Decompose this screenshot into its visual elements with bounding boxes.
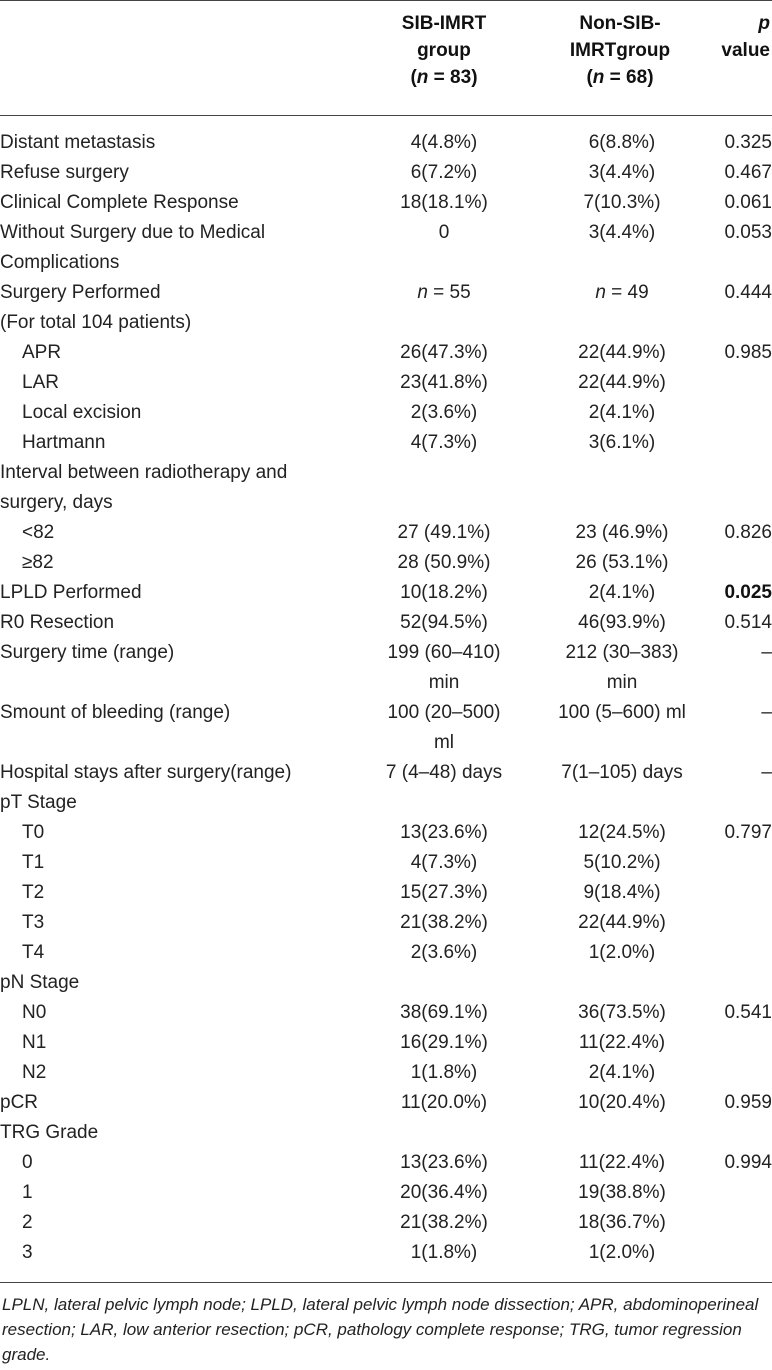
- table-body: [0, 128, 772, 1268]
- sib-imrt-value: 28 (50.9%): [397, 552, 491, 573]
- p-value: 0.325: [724, 132, 772, 153]
- non-sib-imrt-value: [532, 728, 712, 758]
- n-count: = 49: [605, 282, 649, 303]
- row-label: Hospital stays after surgery(range): [0, 762, 292, 783]
- sib-imrt-value: 6(7.2%): [410, 162, 478, 183]
- row-label: T3: [22, 912, 45, 933]
- table-row: [0, 428, 772, 458]
- table-row: [0, 398, 772, 428]
- table-row: [0, 728, 772, 758]
- row-label: 0: [22, 1152, 33, 1173]
- p-value: [712, 458, 772, 488]
- table-row: [0, 278, 772, 308]
- table-row: [0, 308, 772, 338]
- row-label: APR: [22, 342, 62, 363]
- p-value: [712, 848, 772, 878]
- table-row: [0, 128, 772, 158]
- sib-imrt-value: 11(20.0%): [400, 1092, 488, 1113]
- row-label: pT Stage: [0, 792, 77, 813]
- p-value: –: [761, 762, 772, 783]
- non-sib-imrt-value: [532, 968, 712, 998]
- sib-imrt-value: 21(38.2%): [400, 912, 488, 933]
- row-label: T2: [22, 882, 45, 903]
- non-sib-imrt-value: 3(4.4%): [588, 222, 656, 243]
- non-sib-imrt-value: [532, 788, 712, 818]
- sib-imrt-value: [356, 788, 532, 818]
- header-non-sib-imrt: [530, 10, 710, 91]
- row-label: T0: [22, 822, 45, 843]
- header-non-n-value: = 68: [604, 67, 648, 88]
- non-sib-imrt-value: 9(18.4%): [583, 882, 661, 903]
- non-sib-imrt-value: 36(73.5%): [578, 1002, 666, 1023]
- table-row: [0, 1118, 772, 1148]
- sib-imrt-value: 1(1.8%): [410, 1242, 478, 1263]
- p-value: 0.985: [724, 342, 772, 363]
- p-value: [712, 398, 772, 428]
- sib-imrt-value: 1(1.8%): [410, 1062, 478, 1083]
- row-label: 3: [22, 1242, 33, 1263]
- p-value: –: [761, 702, 772, 723]
- p-value: [712, 728, 772, 758]
- table-row: [0, 1058, 772, 1088]
- non-sib-imrt-value: [532, 308, 712, 338]
- header-sib-line1: SIB-IMRT: [401, 13, 487, 34]
- header-non-line1: Non-SIB-: [579, 13, 661, 34]
- non-sib-imrt-value: min: [606, 672, 638, 693]
- table-row: [0, 848, 772, 878]
- non-sib-imrt-value: 6(8.8%): [588, 132, 656, 153]
- table-row: [0, 968, 772, 998]
- p-value: [712, 968, 772, 998]
- header-sib-imrt: [356, 10, 532, 91]
- sib-imrt-value: 100 (20–500): [387, 702, 501, 723]
- sib-imrt-value: 20(36.4%): [400, 1182, 488, 1203]
- row-label: pCR: [0, 1092, 39, 1113]
- table-row: [0, 1028, 772, 1058]
- non-sib-imrt-value: 3(4.4%): [588, 162, 656, 183]
- non-sib-imrt-value: [532, 278, 712, 308]
- sib-imrt-value: 4(7.3%): [410, 852, 478, 873]
- p-value: [712, 428, 772, 458]
- p-value: [712, 788, 772, 818]
- row-label: Smount of bleeding (range): [0, 702, 231, 723]
- table-row: [0, 758, 772, 788]
- non-sib-imrt-value: [532, 488, 712, 518]
- sib-imrt-value: ml: [433, 732, 455, 753]
- sib-imrt-value: 27 (49.1%): [397, 522, 491, 543]
- p-value: 0.826: [724, 522, 772, 543]
- row-label: 1: [22, 1182, 33, 1203]
- non-sib-imrt-value: 7(10.3%): [583, 192, 661, 213]
- sib-imrt-value: 199 (60–410): [387, 642, 501, 663]
- row-label: ≥82: [22, 552, 54, 573]
- non-sib-imrt-value: 1(2.0%): [588, 942, 656, 963]
- table-row: [0, 998, 772, 1028]
- table-row: [0, 788, 772, 818]
- p-value: [712, 1058, 772, 1088]
- p-value: [712, 248, 772, 278]
- table-row: [0, 908, 772, 938]
- table-row: [0, 548, 772, 578]
- sib-imrt-value: 21(38.2%): [400, 1212, 488, 1233]
- table-row: [0, 608, 772, 638]
- data-table: [0, 128, 772, 1268]
- non-sib-imrt-value: 11(22.4%): [578, 1152, 666, 1173]
- header-p-line2: value: [721, 40, 770, 61]
- sib-imrt-value: 26(47.3%): [400, 342, 488, 363]
- sib-imrt-value: 10(18.2%): [400, 582, 488, 603]
- header-sib-n-label: n: [416, 67, 429, 88]
- header-sib-n: (n = 83): [410, 67, 478, 88]
- table-row: [0, 1208, 772, 1238]
- non-sib-imrt-value: 22(44.9%): [578, 342, 666, 363]
- row-label: T4: [22, 942, 45, 963]
- table-row: [0, 638, 772, 668]
- sib-imrt-value: 4(4.8%): [410, 132, 478, 153]
- non-sib-imrt-value: 19(38.8%): [578, 1182, 666, 1203]
- table-row: [0, 878, 772, 908]
- sib-imrt-value: 15(27.3%): [400, 882, 488, 903]
- row-label: 2: [22, 1212, 33, 1233]
- non-sib-imrt-value: 12(24.5%): [578, 822, 666, 843]
- p-value: [712, 1208, 772, 1238]
- non-sib-imrt-value: 10(20.4%): [578, 1092, 666, 1113]
- sib-imrt-value: 7 (4–48) days: [385, 762, 503, 783]
- non-sib-imrt-value: [532, 248, 712, 278]
- table-row: [0, 668, 772, 698]
- bottom-rule: [0, 1282, 772, 1283]
- non-sib-imrt-value: 2(4.1%): [588, 1062, 656, 1083]
- p-value: 0.994: [724, 1152, 772, 1173]
- sib-imrt-value: 13(23.6%): [400, 1152, 488, 1173]
- row-label: R0 Resection: [0, 612, 115, 633]
- table-row: [0, 488, 772, 518]
- sib-imrt-value: [356, 308, 532, 338]
- row-label: Interval between radiotherapy and: [0, 462, 288, 483]
- table-row: [0, 818, 772, 848]
- sib-imrt-value: 0: [438, 222, 450, 243]
- p-value: [712, 908, 772, 938]
- row-label: Without Surgery due to Medical: [0, 222, 266, 243]
- p-value: 0.444: [724, 282, 772, 303]
- p-value: –: [761, 642, 772, 663]
- row-label: Refuse surgery: [0, 162, 129, 183]
- table-row: [0, 458, 772, 488]
- sib-imrt-value: 2(3.6%): [410, 942, 478, 963]
- p-value: 0.467: [724, 162, 772, 183]
- non-sib-imrt-value: 2(4.1%): [588, 402, 656, 423]
- non-sib-imrt-value: 3(6.1%): [588, 432, 656, 453]
- top-rule: [0, 0, 772, 1]
- header-p-value: [712, 10, 770, 64]
- sib-imrt-value: 18(18.1%): [400, 192, 488, 213]
- non-sib-imrt-value: [532, 458, 712, 488]
- row-label: surgery, days: [0, 492, 113, 513]
- table-row: [0, 1148, 772, 1178]
- header-non-n-label: n: [592, 67, 605, 88]
- sib-imrt-value: 2(3.6%): [410, 402, 478, 423]
- non-sib-imrt-value: 46(93.9%): [578, 612, 666, 633]
- non-sib-imrt-value: 100 (5–600) ml: [558, 702, 686, 723]
- n-symbol: n: [417, 282, 428, 303]
- non-sib-imrt-value: 1(2.0%): [588, 1242, 656, 1263]
- sib-imrt-value: 16(29.1%): [400, 1032, 488, 1053]
- non-sib-imrt-value: 11(22.4%): [578, 1032, 666, 1053]
- sib-imrt-value: 13(23.6%): [400, 822, 488, 843]
- p-value: [712, 548, 772, 578]
- sib-imrt-value: [356, 488, 532, 518]
- row-label: Distant metastasis: [0, 132, 156, 153]
- row-label: pN Stage: [0, 972, 80, 993]
- table-row: [0, 938, 772, 968]
- sib-imrt-value: [356, 248, 532, 278]
- n-symbol: n: [595, 282, 606, 303]
- header-non-n: (n = 68): [586, 67, 654, 88]
- p-value: 0.061: [724, 192, 772, 213]
- row-label: Hartmann: [22, 432, 106, 453]
- sib-imrt-value: min: [428, 672, 460, 693]
- non-sib-imrt-value: 18(36.7%): [578, 1212, 666, 1233]
- p-value: [712, 368, 772, 398]
- p-value: [712, 1118, 772, 1148]
- sib-imrt-value: [356, 1118, 532, 1148]
- p-value: [712, 488, 772, 518]
- row-label: N1: [22, 1032, 47, 1053]
- p-value: 0.514: [724, 612, 772, 633]
- p-value: 0.959: [724, 1092, 772, 1113]
- sib-imrt-value: [356, 458, 532, 488]
- table-row: [0, 368, 772, 398]
- row-label: [0, 668, 356, 698]
- row-label: N2: [22, 1062, 47, 1083]
- p-value: 0.025: [724, 582, 772, 603]
- footnote: LPLN, lateral pelvic lymph node; LPLD, lateral pelvic lymph node dissection; APR, abdominoperineal resection; LAR, low anterior resection; pCR, pathology complete response; TRG, tumor regression grade.: [2, 1295, 759, 1364]
- non-sib-imrt-value: 22(44.9%): [578, 912, 666, 933]
- row-label: <82: [22, 522, 55, 543]
- non-sib-imrt-value: 2(4.1%): [588, 582, 656, 603]
- table-row: [0, 1088, 772, 1118]
- non-sib-imrt-value: 23 (46.9%): [575, 522, 669, 543]
- table-row: [0, 518, 772, 548]
- sib-imrt-value: 4(7.3%): [410, 432, 478, 453]
- row-label: Surgery time (range): [0, 642, 175, 663]
- table-row: [0, 338, 772, 368]
- row-label: TRG Grade: [0, 1122, 99, 1143]
- p-value: [712, 1238, 772, 1268]
- row-label: Clinical Complete Response: [0, 192, 239, 213]
- n-count: = 55: [427, 282, 471, 303]
- row-label: (For total 104 patients): [0, 312, 192, 333]
- table-row: [0, 1178, 772, 1208]
- header-p-line1: p: [758, 13, 770, 34]
- p-value: [712, 1028, 772, 1058]
- sib-imrt-value: 38(69.1%): [400, 1002, 488, 1023]
- sib-imrt-value: 23(41.8%): [400, 372, 488, 393]
- sib-imrt-value: [356, 968, 532, 998]
- table-row: [0, 188, 772, 218]
- row-label: LAR: [22, 372, 59, 393]
- sib-imrt-value: [356, 278, 532, 308]
- non-sib-imrt-value: 22(44.9%): [578, 372, 666, 393]
- table-row: [0, 218, 772, 248]
- row-label: Complications: [0, 252, 120, 273]
- header-rule: [0, 115, 772, 116]
- p-value: [712, 308, 772, 338]
- non-sib-imrt-value: [532, 1118, 712, 1148]
- table-row: [0, 698, 772, 728]
- non-sib-imrt-value: 26 (53.1%): [575, 552, 669, 573]
- row-label: [0, 728, 356, 758]
- non-sib-imrt-value: 5(10.2%): [583, 852, 661, 873]
- sib-imrt-value: 52(94.5%): [400, 612, 488, 633]
- p-value: [712, 938, 772, 968]
- table-row: [0, 248, 772, 278]
- row-label: LPLD Performed: [0, 582, 142, 603]
- p-value: [712, 878, 772, 908]
- table-row: [0, 578, 772, 608]
- p-value: 0.797: [724, 822, 772, 843]
- row-label: T1: [22, 852, 45, 873]
- p-value: [712, 1178, 772, 1208]
- non-sib-imrt-value: 212 (30–383): [565, 642, 679, 663]
- table-row: [0, 158, 772, 188]
- p-value: [712, 668, 772, 698]
- row-label: N0: [22, 1002, 47, 1023]
- row-label: Surgery Performed: [0, 282, 161, 303]
- p-value: 0.053: [724, 222, 772, 243]
- non-sib-imrt-value: 7(1–105) days: [561, 762, 683, 783]
- header-non-line2: IMRTgroup: [569, 40, 671, 61]
- row-label: Local excision: [22, 402, 142, 423]
- table-row: [0, 1238, 772, 1268]
- header-sib-n-value: = 83: [428, 67, 472, 88]
- p-value: 0.541: [724, 1002, 772, 1023]
- header-sib-line2: group: [417, 40, 471, 61]
